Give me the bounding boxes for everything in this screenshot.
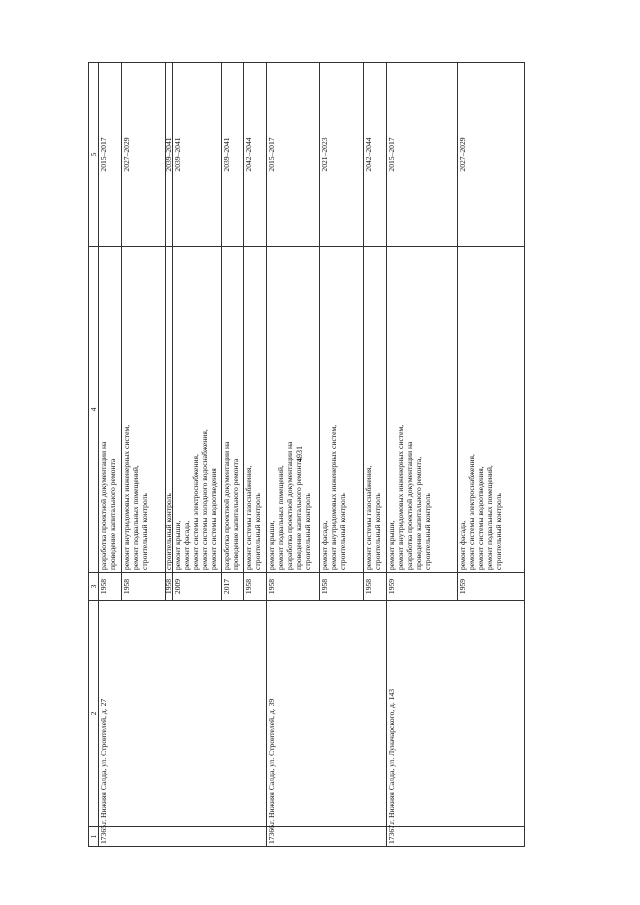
header-row [89,63,99,847]
header-cell-1: 1 [89,827,99,847]
record-number: 17367. [387,827,525,847]
record-number: 17366. [267,827,387,847]
year-cell: 1959 [387,573,458,601]
work-line: строительный контроль [373,493,383,570]
year-cell: 1958 [122,573,166,601]
works-cell [173,247,222,573]
year-cell: 1958 [166,573,173,601]
work-line: ремонт системы электроснабжения, [191,454,201,570]
table-row [387,63,458,847]
work-line: ремонт крыши, [173,520,182,570]
page-number: 4931 [295,446,304,462]
period-cell: 2015–2017 [387,63,458,247]
work-line: строительный контроль [494,493,504,570]
year-cell: 1958 [244,573,267,601]
period-cell: 2027–2029 [458,63,525,247]
work-line: проведение капитального ремонта, [294,456,304,570]
work-line: ремонт подвальных помещений, [131,465,141,570]
period-cell: 2039–2041 [166,63,173,247]
year-cell: 2009 [173,573,222,601]
works-cell [387,247,458,573]
work-line: ремонт фасада, [458,520,467,570]
header-cell-4: 4 [89,247,99,573]
works-cell [99,247,122,573]
period-cell: 2015–2017 [267,63,320,247]
works-cell [364,247,387,573]
period-cell: 2021–2023 [320,63,364,247]
year-cell: 1958 [320,573,364,601]
work-line: ремонт фасада, [320,520,329,570]
period-cell: 2042–2044 [244,63,267,247]
period-cell: 2042–2044 [364,63,387,247]
work-line: проведение капитального ремонта [108,458,118,570]
works-cell [244,247,267,573]
rotated-table-container [88,63,528,847]
work-line: проведение капитального ремонта [231,458,241,570]
work-line: ремонт системы электроснабжения, [467,454,477,570]
repair-schedule-table [88,62,525,847]
year-cell: 1959 [458,573,525,601]
record-number: 17365. [99,827,267,847]
work-line: ремонт фасада, [182,520,192,570]
header-cell-5: 5 [89,63,99,247]
work-line: строительный контроль [253,493,263,570]
year-cell: 1958 [364,573,387,601]
work-line: ремонт внутридомовых инженерных систем, [396,424,406,570]
work-line: ремонт крыши, [387,520,396,570]
address-cell: г. Нижняя Салда, ул. Строителей, д. 39 [267,601,387,827]
period-cell: 2039–2041 [173,63,222,247]
works-cell [122,247,166,573]
work-line: ремонт подвальных помещений, [276,465,286,570]
works-cell [166,247,173,573]
work-line: разработка проектной документации на [99,441,108,570]
period-cell: 2039–2041 [222,63,244,247]
work-line: ремонт системы водоотведения, [476,466,486,570]
work-line: ремонт системы газоснабжения, [364,465,373,570]
work-line: ремонт системы водоотведения [209,468,219,570]
work-line: ремонт системы холодного водоснабжения, [200,429,210,570]
period-cell: 2027–2029 [122,63,166,247]
work-line: проведение капитального ремонта, [414,456,424,570]
work-line: разработка проектной документации на [222,441,231,570]
year-cell: 2017 [222,573,244,601]
work-line: строительный контроль [423,493,433,570]
work-line: строительный контроль [164,493,173,570]
table-row [267,63,320,847]
header-cell-3: 3 [89,573,99,601]
work-line: разработка проектной документации на [285,441,295,570]
work-line: ремонт крыши, [267,520,276,570]
period-cell: 2015–2017 [99,63,122,247]
works-cell [222,247,244,573]
work-line: строительный контроль [338,493,348,570]
address-cell: г. Нижняя Салда, ул. Строителей, д. 27 [99,601,267,827]
work-line: строительный контроль [303,493,313,570]
work-line: ремонт подвальных помещений, [485,465,495,570]
work-line: ремонт системы газоснабжения, [244,465,253,570]
year-cell: 1958 [99,573,122,601]
table-row [99,63,122,847]
work-line: ремонт внутридомовых инженерных систем, [329,424,339,570]
address-cell: г. Нижняя Салда, ул. Луначарского, д. 143 [387,601,525,827]
work-line: ремонт внутридомовых инженерных систем, [122,424,131,570]
works-cell [458,247,525,573]
work-line: разработка проектной документации на [405,441,415,570]
header-cell-2: 2 [89,601,99,827]
works-cell [267,247,320,573]
table-body [89,63,525,847]
year-cell: 1958 [267,573,320,601]
works-cell [320,247,364,573]
work-line: строительный контроль [140,493,150,570]
